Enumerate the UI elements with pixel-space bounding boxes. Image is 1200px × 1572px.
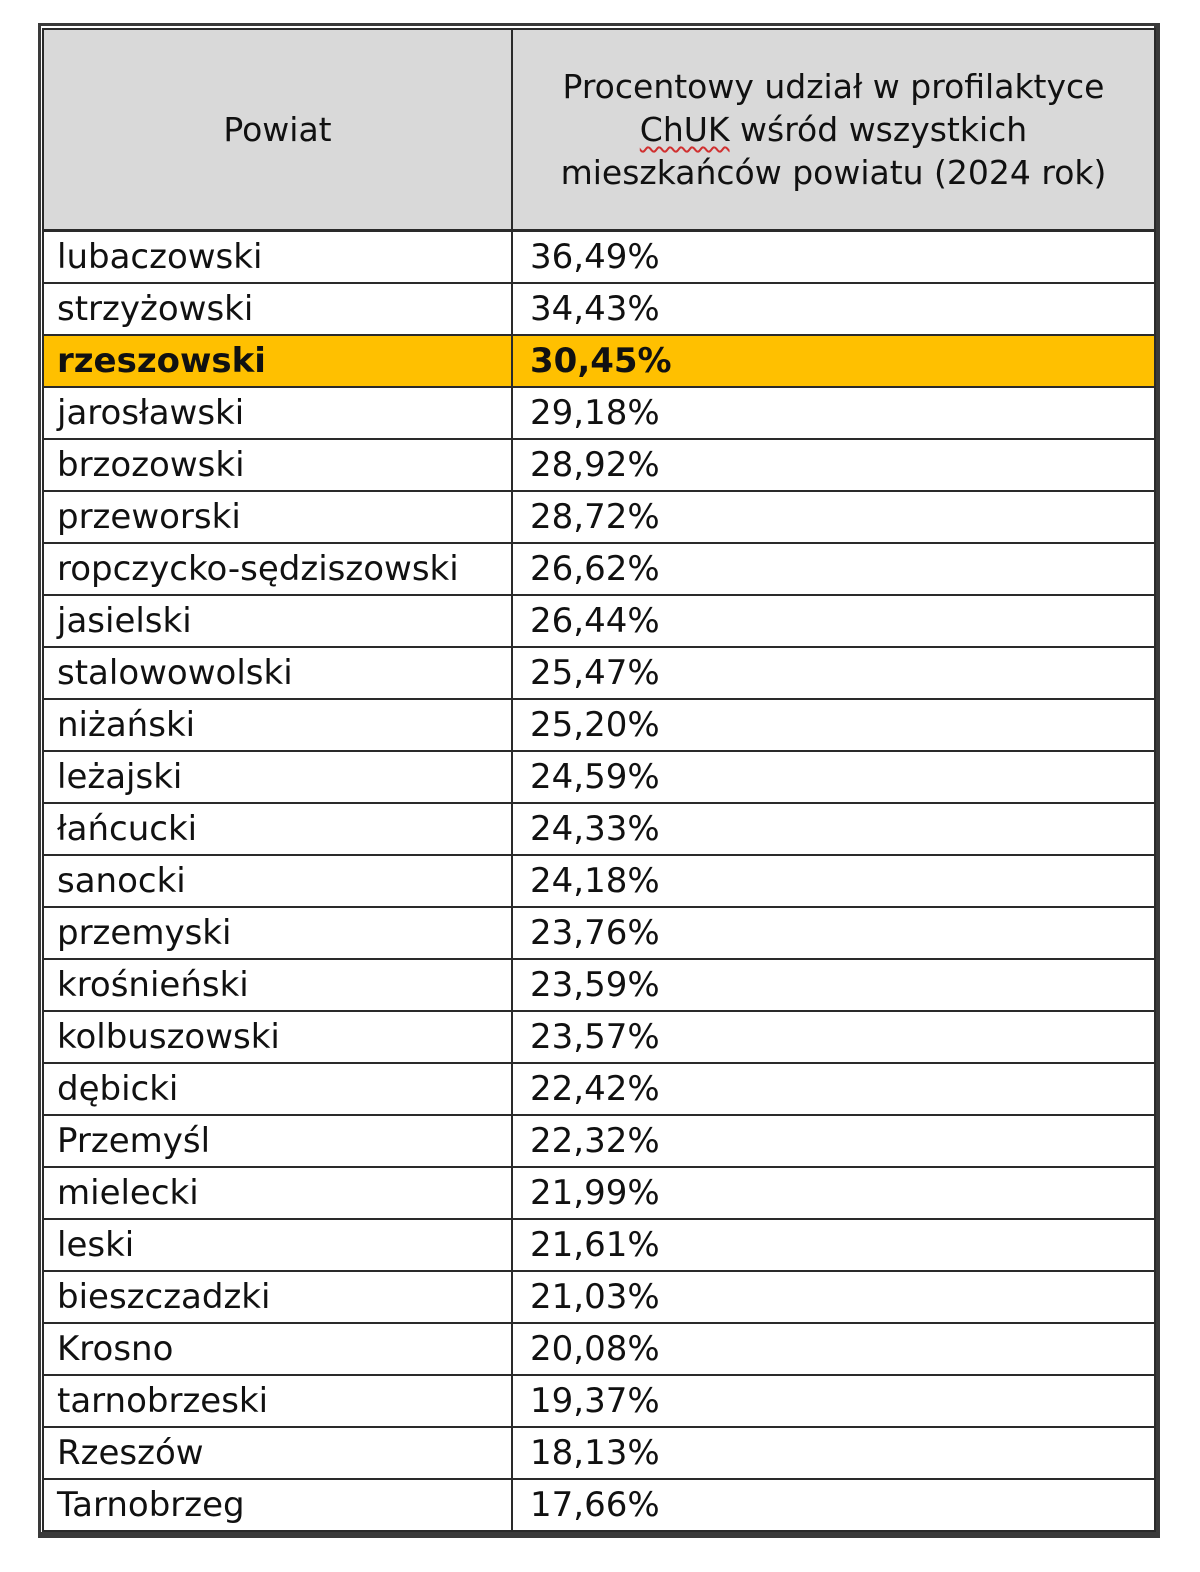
powiat-cell: brzozowski <box>43 439 512 491</box>
header-acronym-chuk: ChUK <box>639 110 730 149</box>
percentage-cell: 25,47% <box>512 647 1155 699</box>
table-body <box>43 231 1155 1532</box>
percentage-cell: 22,42% <box>512 1063 1155 1115</box>
powiat-cell: strzyżowski <box>43 283 512 335</box>
powiat-cell: leżajski <box>43 751 512 803</box>
table-row <box>43 1271 1155 1323</box>
table-row <box>43 387 1155 439</box>
percentage-cell: 21,03% <box>512 1271 1155 1323</box>
percentage-cell: 22,32% <box>512 1115 1155 1167</box>
table-row <box>43 1479 1155 1531</box>
percentage-cell: 21,99% <box>512 1167 1155 1219</box>
percentage-cell: 24,59% <box>512 751 1155 803</box>
table-row <box>43 699 1155 751</box>
powiat-cell: jasielski <box>43 595 512 647</box>
powiat-cell: krośnieński <box>43 959 512 1011</box>
table-row <box>43 1427 1155 1479</box>
percentage-cell: 23,57% <box>512 1011 1155 1063</box>
table-row <box>43 855 1155 907</box>
powiat-cell: stalowowolski <box>43 647 512 699</box>
table-row-highlighted <box>43 335 1155 387</box>
powiat-cell: leski <box>43 1219 512 1271</box>
table-row <box>43 1323 1155 1375</box>
table-row <box>43 1167 1155 1219</box>
percentage-cell: 23,59% <box>512 959 1155 1011</box>
powiat-percentage-table <box>42 28 1156 1532</box>
percentage-cell: 18,13% <box>512 1427 1155 1479</box>
powiat-cell: łańcucki <box>43 803 512 855</box>
table-row <box>43 959 1155 1011</box>
percentage-cell: 20,08% <box>512 1323 1155 1375</box>
powiat-cell: niżański <box>43 699 512 751</box>
powiat-cell: bieszczadzki <box>43 1271 512 1323</box>
header-row <box>43 29 1155 231</box>
table-row <box>43 647 1155 699</box>
powiat-cell: lubaczowski <box>43 231 512 284</box>
table-row <box>43 283 1155 335</box>
percentage-cell: 25,20% <box>512 699 1155 751</box>
powiat-cell: sanocki <box>43 855 512 907</box>
powiat-cell: Tarnobrzeg <box>43 1479 512 1531</box>
percentage-cell: 28,72% <box>512 491 1155 543</box>
table-row <box>43 491 1155 543</box>
powiat-cell: dębicki <box>43 1063 512 1115</box>
header-percentage-line3: mieszkańców powiatu (2024 rok) <box>560 153 1107 192</box>
percentage-cell: 26,62% <box>512 543 1155 595</box>
percentage-cell: 34,43% <box>512 283 1155 335</box>
powiat-cell: ropczycko-sędziszowski <box>43 543 512 595</box>
table-row <box>43 1219 1155 1271</box>
powiat-cell: przeworski <box>43 491 512 543</box>
table-row <box>43 1115 1155 1167</box>
table-row <box>43 439 1155 491</box>
table-row <box>43 595 1155 647</box>
powiat-cell: przemyski <box>43 907 512 959</box>
powiat-cell: rzeszowski <box>43 335 512 387</box>
powiat-cell: mielecki <box>43 1167 512 1219</box>
header-percentage <box>512 29 1155 231</box>
powiat-cell: Rzeszów <box>43 1427 512 1479</box>
percentage-cell: 30,45% <box>512 335 1155 387</box>
powiat-cell: tarnobrzeski <box>43 1375 512 1427</box>
percentage-cell: 26,44% <box>512 595 1155 647</box>
table-row <box>43 543 1155 595</box>
percentage-cell: 23,76% <box>512 907 1155 959</box>
percentage-cell: 19,37% <box>512 1375 1155 1427</box>
powiat-cell: Krosno <box>43 1323 512 1375</box>
percentage-cell: 36,49% <box>512 231 1155 284</box>
percentage-cell: 17,66% <box>512 1479 1155 1531</box>
table-row <box>43 1063 1155 1115</box>
table-row <box>43 907 1155 959</box>
powiat-cell: Przemyśl <box>43 1115 512 1167</box>
table-row <box>43 803 1155 855</box>
percentage-cell: 24,18% <box>512 855 1155 907</box>
percentage-cell: 28,92% <box>512 439 1155 491</box>
table-row <box>43 231 1155 284</box>
table-row <box>43 751 1155 803</box>
powiat-cell: kolbuszowski <box>43 1011 512 1063</box>
header-powiat: Powiat <box>43 29 512 231</box>
table-row <box>43 1375 1155 1427</box>
powiat-cell: jarosławski <box>43 387 512 439</box>
percentage-cell: 29,18% <box>512 387 1155 439</box>
percentage-cell: 24,33% <box>512 803 1155 855</box>
table-row <box>43 1011 1155 1063</box>
percentage-cell: 21,61% <box>512 1219 1155 1271</box>
header-percentage-line2: wśród wszystkich <box>729 110 1028 149</box>
header-percentage-line1: Procentowy udział w profilaktyce <box>562 67 1105 106</box>
